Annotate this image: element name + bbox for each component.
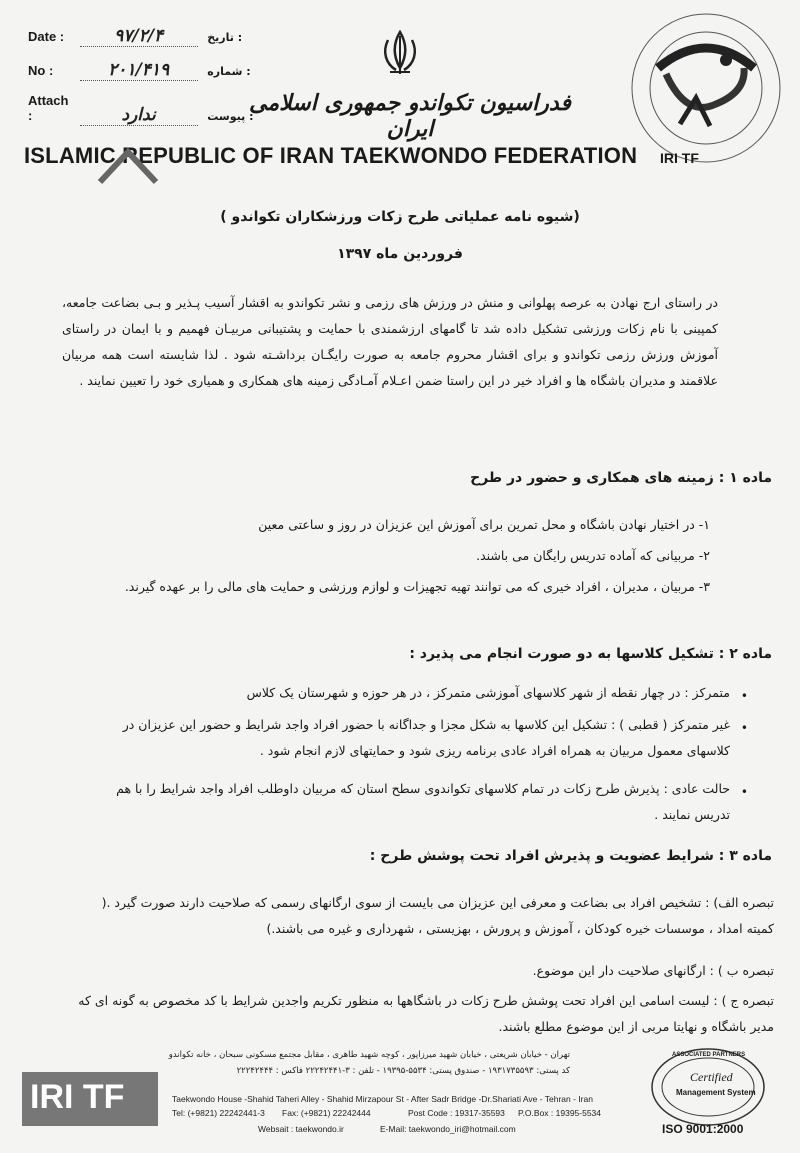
footer-website: Websait : taekwondo.ir [258, 1124, 344, 1134]
footer-contact-fa: کد پستی: ۱۹۳۱۷۳۵۵۹۳ - صندوق پستی: ۵۵۳۴-۱۹۳۹۵ - تلفن : ۳-۲۲۲۴۲۴۴۱ فاکس : ۲۲۲۴۲۴۴۴ [236, 1066, 570, 1076]
footer-logo: IRI TF [30, 1078, 125, 1116]
footer-address-en: Taekwondo House -Shahid Taheri Alley - Shahid Mirzapour St - After Sadr Bridge -Dr.Shariati Ave - Tehran - Iran [172, 1094, 593, 1104]
article-1-title: ماده ۱ : زمینه های همکاری و حضور در طرح [470, 470, 772, 486]
article-2-item-3: حالت عادی : پذیرش طرح زکات در تمام کلاسهای تکواندوی سطح استان که مربیان داوطلب افراد واجد شرایط را با هم تدریس نمایند . [116, 781, 730, 822]
footer-pobox: P.O.Box : 19395-5534 [518, 1108, 602, 1118]
bullet-icon: • [740, 785, 748, 799]
article-3-title: ماده ۳ : شرایط عضویت و پذیرش افراد تحت پوشش طرح : [369, 848, 772, 864]
logo-label: IRI TF [660, 150, 699, 166]
article-2-item-2: غیر متمرکز ( قطبی ) : تشکیل این کلاسها به شکل مجزا و جداگانه با حضور افراد واجد شرایط و حضور این عزیزان در کلاسهای معمول مربیان به همراه افراد عادی برنامه ریزی شود و حمایتهای لازم انجام شود . [122, 717, 730, 758]
iso-label: ISO 9001:2000 [662, 1122, 744, 1136]
chevron-mark-icon [96, 146, 160, 186]
footer-address-fa: تهران - خیابان شریعتی ، خیابان شهید میرزاپور ، کوچه شهید طاهری ، مقابل مجتمع مسکونی سبحان ، خانه تکواندو [168, 1050, 570, 1060]
date-label-en: Date : [28, 29, 65, 44]
cert-certified: Certified [690, 1070, 733, 1084]
federation-logo-icon [626, 8, 786, 168]
footer-fax: Fax: (+9821) 22242444 [282, 1108, 371, 1118]
article-1-item-1: ۱- در اختیار نهادن باشگاه و محل تمرین برای آموزش این عزیزان در روز و ساعتی معین [258, 517, 710, 532]
article-3-note-a: تبصره الف) : تشخیص افراد بی بضاعت و معرفی این عزیزان می بایست از سوی ارگانهای رسمی که صلاحیت دارند صورت گیرد .( کمیته امداد ، موسسات خیره کودکان ، آموزش و پرورش ، بهزیستی ، شهرداری و غیره می باشند.) [101, 895, 774, 936]
bullet-icon: • [740, 689, 748, 703]
footer-email: E-Mail: taekwondo_iri@hotmail.com [380, 1124, 516, 1134]
federation-name-fa: فدراسیون تکواندو جمهوری اسلامی ایران [249, 90, 571, 142]
document-title: (شیوه نامه عملیاتی طرح زکات ورزشکاران تکواندو ) [220, 209, 580, 225]
number-value: ۲۰۱/۴۱۹ [80, 60, 198, 81]
date-row [28, 26, 242, 47]
article-1-item-3: ۳- مربیان ، مدیران ، افراد خیری که می توانند تهیه تجهیزات و لوازم ورزشی و حمایت های مالی را بر عهده گیرند. [124, 579, 710, 594]
document-subtitle: فروردین ماه ۱۳۹۷ [337, 246, 463, 262]
attach-label-fa: پیوست : [207, 110, 254, 123]
bullet-icon: • [740, 721, 748, 735]
article-3-note-c: تبصره ج ) : لیست اسامی این افراد تحت پوشش طرح زکات در باشگاهها به منظور تکریم واجدین شرایط با کد مخصوص به گونه ای که مدیر باشگاه و نهایتا مربی از این موضوع مطلع باشند. [78, 993, 774, 1034]
iran-emblem-icon [380, 28, 420, 78]
number-row [28, 60, 251, 81]
number-label-fa: شماره : [207, 65, 251, 78]
intro-paragraph: در راستای ارج نهادن به عرصه پهلوانی و منش در ورزش های رزمی و نشر تکواندو به اقشار آسیب پـذیر و بـی بضاعت جامعه، کمپینی با نام زکات ورزشی تشکیل داده شد تا گامهای ارزشمندی با حمایت و پشتیبانی مربیـان فهمیم و با ایمان در راستای آموزش ورزش رزمی تکواندو و برای اقشار محروم جامعه به صورت رایگـان برداشـته شود . لذا شایسته است همه مربیان علاقمند و مدیران باشگاه ها و افراد خیر در این راستا ضمن اعـلام آمـادگی زمینه های همکاری و همیاری خود را تعیین نمایند . [62, 295, 718, 388]
attach-row [28, 93, 253, 126]
cert-top-text: ASSOCIATED PARTNERS [672, 1052, 746, 1058]
article-2-item-1: متمرکز : در چهار نقطه از شهر کلاسهای آموزشی متمرکز ، در هر حوزه و شهرستان یک کلاس [246, 685, 730, 700]
article-1-item-2: ۲- مربیانی که آماده تدریس رایگان می باشند. [476, 548, 710, 563]
article-3-note-b: تبصره ب ) : ارگانهای صلاحیت دار این موضوع. [532, 963, 774, 978]
federation-name-en: ISLAMIC REPUBLIC OF IRAN TAEKWONDO FEDERATION [24, 143, 638, 168]
footer-postcode: Post Code : 19317-35593 [408, 1108, 505, 1118]
date-label-fa: تاریخ : [207, 31, 243, 44]
footer-tel: Tel: (+9821) 22242441-3 [172, 1108, 265, 1118]
article-2-title: ماده ۲ : تشکیل کلاسها به دو صورت انجام می پذیرد : [409, 646, 772, 662]
number-label-en: No : [28, 63, 54, 78]
date-value: ۹۷/۲/۴ [80, 26, 198, 47]
cert-subtitle: Management System [676, 1088, 756, 1097]
attach-label-en: Attach : [28, 93, 69, 123]
attach-value: ندارد [80, 105, 198, 126]
